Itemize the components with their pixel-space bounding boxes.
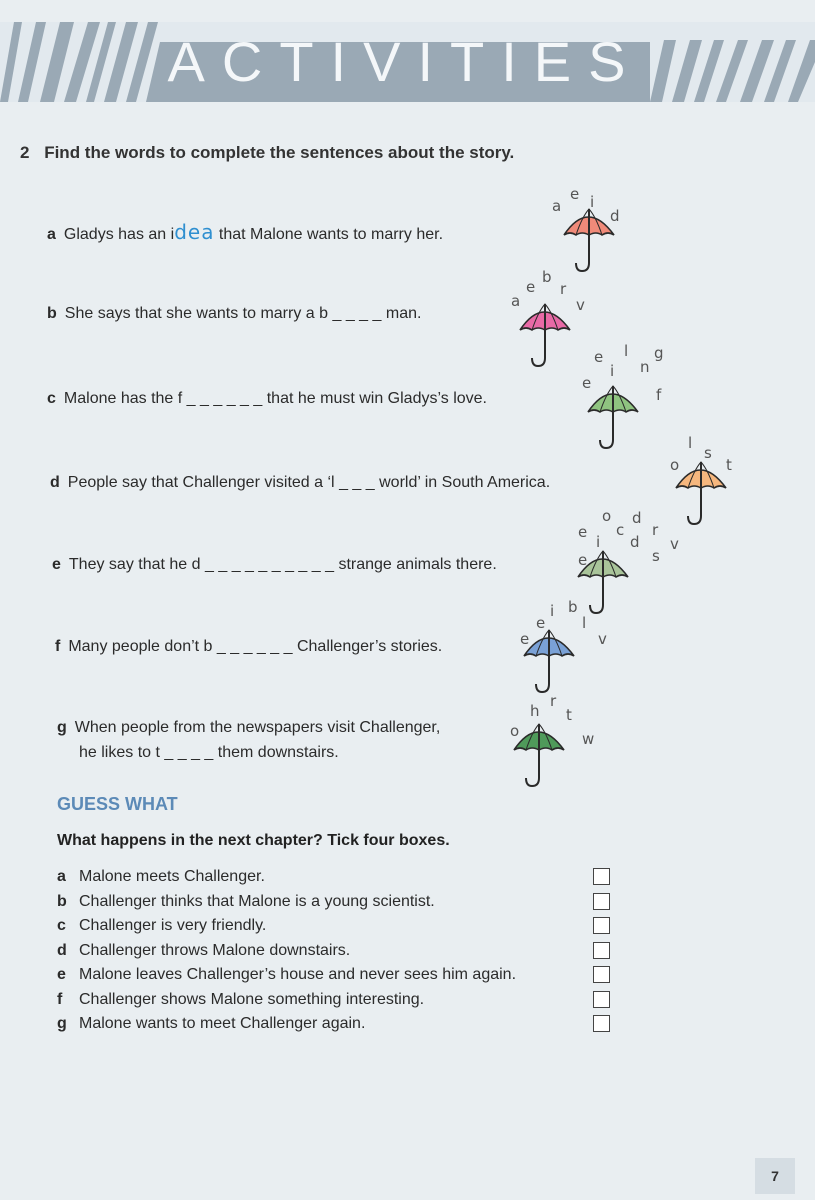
guess-item-g: g Malone wants to meet Challenger again. <box>57 1015 617 1040</box>
banner-title: ACTIVITIES <box>167 30 643 93</box>
handwritten-answer[interactable]: dea <box>174 220 215 244</box>
sentence-g: g When people from the newspapers visit Challenger, <box>57 719 441 736</box>
sentence-f: f Many people don’t b _ _ _ _ _ _ Challenger’s stories. <box>55 638 443 655</box>
guess-item-c: c Challenger is very friendly. <box>57 917 617 942</box>
scrambled-letter: e <box>578 523 588 541</box>
sentence-g-line2: he likes to t _ _ _ _ them downstairs. <box>79 744 339 761</box>
sentence-c: c Malone has the f _ _ _ _ _ _ that he must win Gladys’s love. <box>47 390 487 407</box>
scrambled-letter: a <box>511 292 521 310</box>
sentence-b: b She says that she wants to marry a b _ _ _ _ man. <box>47 305 422 322</box>
scrambled-letter: r <box>550 692 557 710</box>
guess-list <box>57 868 617 1040</box>
scrambled-letter: e <box>526 278 536 296</box>
sentence-e: e They say that he d _ _ _ _ _ _ _ _ _ _ strange animals there. <box>52 556 497 573</box>
tick-box[interactable] <box>593 917 610 934</box>
answer-blank[interactable]: _ _ _ <box>339 474 375 491</box>
scrambled-letter: w <box>582 730 595 748</box>
scrambled-letter: i <box>590 193 595 211</box>
scrambled-letter: v <box>598 630 607 648</box>
scrambled-letter: e <box>536 614 546 632</box>
scrambled-letter: f <box>656 386 662 404</box>
scrambled-letter: s <box>704 444 712 462</box>
scrambled-letter: i <box>610 362 615 380</box>
guess-what-title: GUESS WHAT <box>57 794 178 814</box>
guess-item-b: b Challenger thinks that Malone is a young scientist. <box>57 893 617 918</box>
scrambled-letter: l <box>688 434 693 452</box>
umbrella-drawing <box>574 547 694 637</box>
scrambled-letter: e <box>594 348 604 366</box>
umbrella-drawing <box>672 458 792 548</box>
guess-item-a: a Malone meets Challenger. <box>57 868 617 893</box>
activities-banner <box>0 22 815 102</box>
tick-box[interactable] <box>593 991 610 1008</box>
scrambled-letter: l <box>582 614 587 632</box>
scrambled-letter: o <box>602 507 612 525</box>
umbrella-drawing <box>560 205 680 295</box>
scrambled-letter: o <box>670 456 680 474</box>
scrambled-letter: s <box>652 547 660 565</box>
scrambled-letter: e <box>570 185 580 203</box>
scrambled-letter: b <box>568 598 578 616</box>
guess-item-f: f Challenger shows Malone something interesting. <box>57 991 617 1016</box>
tick-box[interactable] <box>593 942 610 959</box>
tick-box[interactable] <box>593 893 610 910</box>
scrambled-letter: l <box>624 342 629 360</box>
scrambled-letter: t <box>566 706 572 724</box>
umbrella-drawing <box>510 720 630 810</box>
scrambled-letter: a <box>552 197 562 215</box>
scrambled-letter: r <box>652 521 659 539</box>
guess-item-e: e Malone leaves Challenger’s house and never sees him again. <box>57 966 617 991</box>
scrambled-letter: g <box>654 344 664 362</box>
question-number: 2 <box>20 143 30 162</box>
scrambled-letter: v <box>670 535 679 553</box>
question-heading <box>20 143 514 163</box>
tick-box[interactable] <box>593 966 610 983</box>
scrambled-letter: t <box>726 456 732 474</box>
question-text: Find the words to complete the sentences about the story. <box>44 143 515 162</box>
scrambled-letter: i <box>550 602 555 620</box>
scrambled-letter: h <box>530 702 540 720</box>
page-number: 7 <box>755 1158 795 1194</box>
scrambled-letter: e <box>578 551 588 569</box>
tick-box[interactable] <box>593 1015 610 1032</box>
scrambled-letter: e <box>520 630 530 648</box>
sentence-a: a Gladys has an idea that Malone wants to marry her. <box>47 220 444 244</box>
answer-blank[interactable]: _ _ _ _ _ _ <box>186 390 263 407</box>
answer-blank[interactable]: _ _ _ _ _ _ _ _ _ _ <box>205 556 334 573</box>
scrambled-letter: r <box>560 280 567 298</box>
scrambled-letter: c <box>616 521 625 539</box>
scrambled-letter: b <box>542 268 552 286</box>
sentence-d: d People say that Challenger visited a ‘l _ _ _ world’ in South America. <box>50 474 551 491</box>
scrambled-letter: d <box>632 509 642 527</box>
scrambled-letter: n <box>640 358 650 376</box>
scrambled-letter: v <box>576 296 585 314</box>
answer-blank[interactable]: _ _ _ _ _ _ <box>216 638 293 655</box>
scrambled-letter: i <box>596 533 601 551</box>
tick-box[interactable] <box>593 868 610 885</box>
scrambled-letter: d <box>630 533 640 551</box>
answer-blank[interactable]: _ _ _ _ <box>164 744 214 761</box>
scrambled-letter: o <box>510 722 520 740</box>
guess-instruction: What happens in the next chapter? Tick four boxes. <box>57 832 450 849</box>
guess-item-d: d Challenger throws Malone downstairs. <box>57 942 617 967</box>
answer-blank[interactable]: _ _ _ _ <box>332 305 382 322</box>
scrambled-letter: e <box>582 374 592 392</box>
scrambled-letter: d <box>610 207 620 225</box>
